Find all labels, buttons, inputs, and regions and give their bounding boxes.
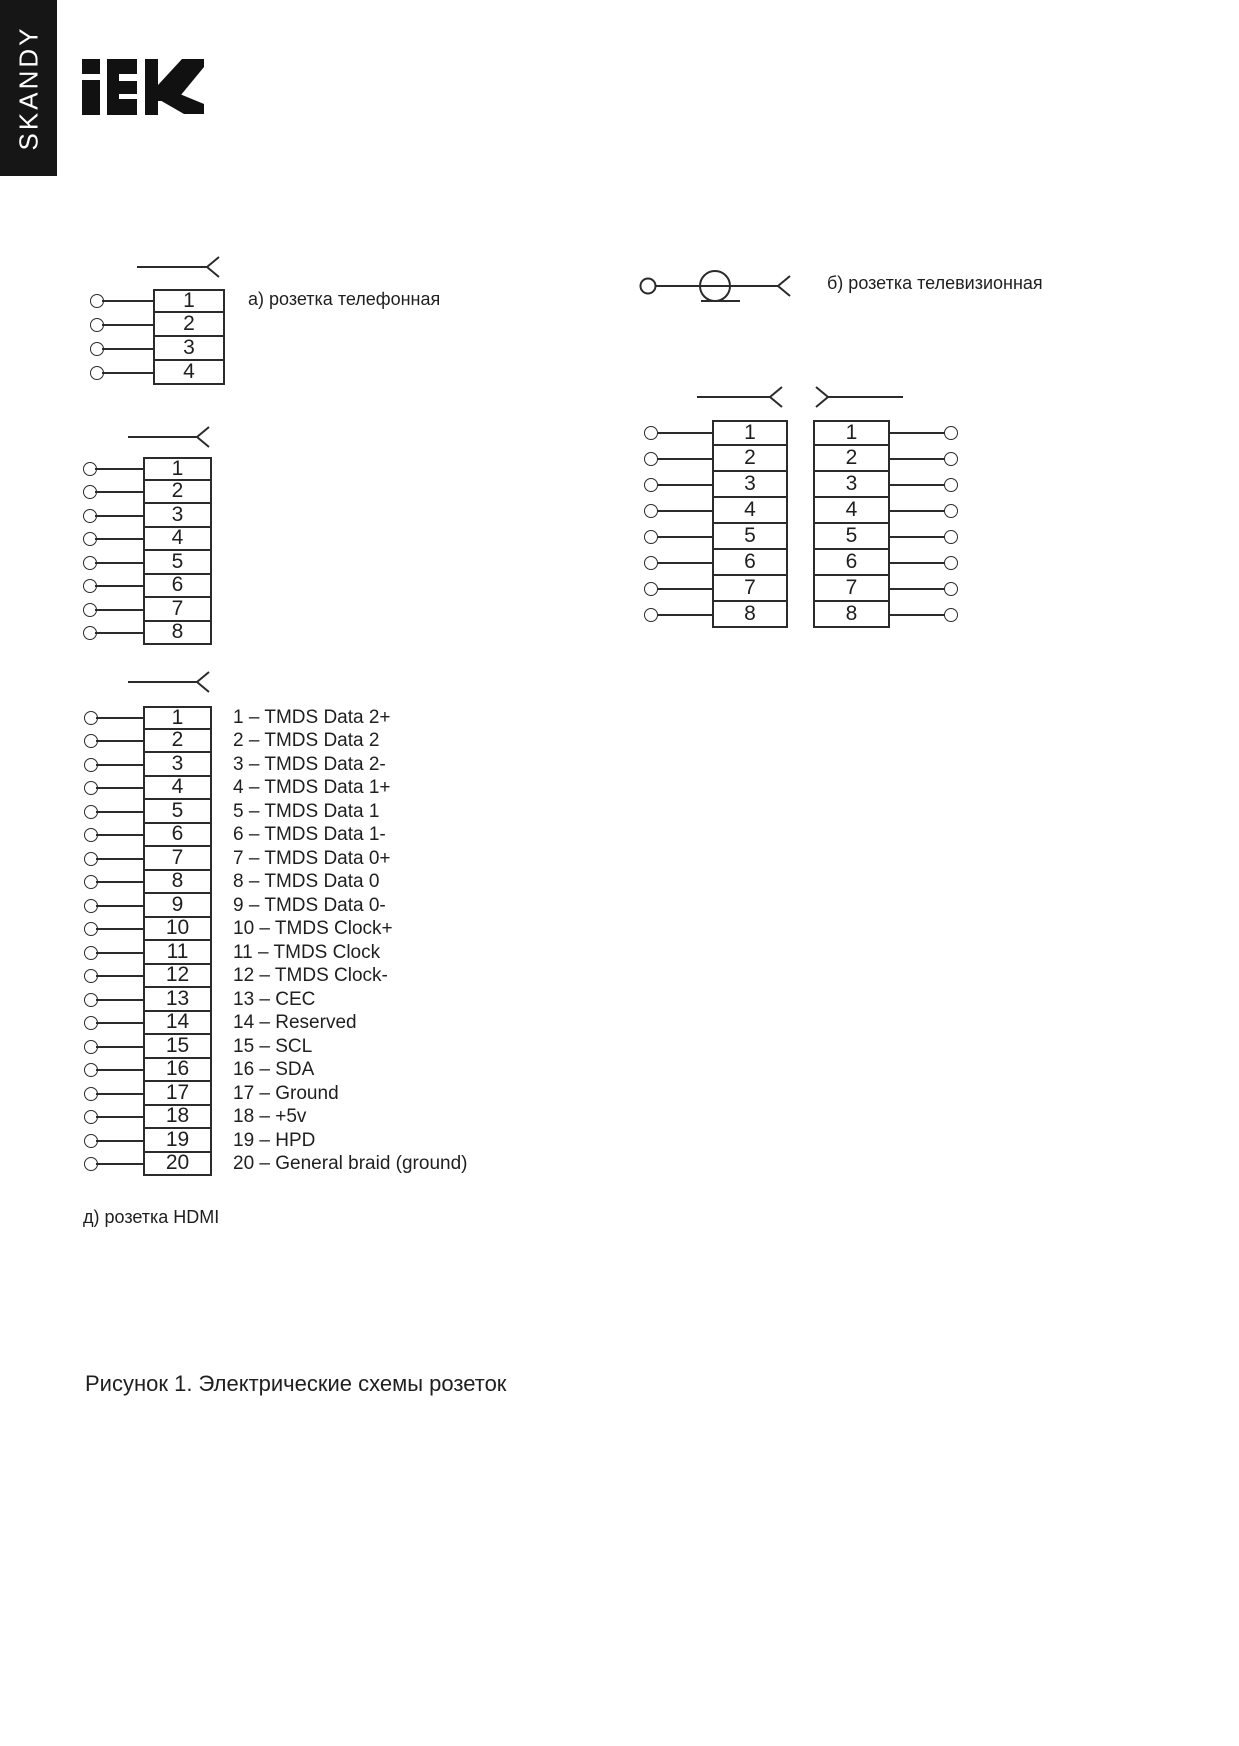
pin-description: 17 – Ground <box>233 1082 339 1104</box>
pin-number: 7 <box>143 847 212 871</box>
logo-i-dot <box>82 59 100 74</box>
pin-row <box>83 551 233 575</box>
pin-description: 13 – CEC <box>233 988 316 1010</box>
pin-row <box>84 1153 514 1177</box>
pin-number: 5 <box>143 551 212 575</box>
pin-number: 13 <box>143 988 212 1012</box>
pin-number: 5 <box>143 800 212 824</box>
pin-description: 9 – TMDS Data 0- <box>233 894 386 916</box>
pin-row <box>813 602 959 628</box>
pin-number: 2 <box>813 446 890 472</box>
contact-wire <box>890 458 945 460</box>
pin-number: 8 <box>712 602 788 628</box>
pin-row <box>83 457 233 481</box>
pin-description: 11 – TMDS Clock <box>233 941 381 963</box>
contact-circle <box>944 582 958 596</box>
contact-wire <box>96 811 144 813</box>
pin-row <box>813 550 959 576</box>
pin-row <box>644 524 788 550</box>
pin-row <box>84 1129 514 1153</box>
pin-number: 5 <box>712 524 788 550</box>
contact-wire <box>657 432 713 434</box>
pin-number: 14 <box>143 1012 212 1036</box>
contact-circle <box>644 530 658 544</box>
pin-number: 4 <box>153 361 225 385</box>
logo-i-stem <box>82 80 100 115</box>
pin-number: 3 <box>153 337 225 361</box>
pin-number: 12 <box>143 965 212 989</box>
contact-wire <box>96 1116 144 1118</box>
pin-number: 18 <box>143 1106 212 1130</box>
pin-number: 6 <box>143 575 212 599</box>
pin-description: 16 – SDA <box>233 1059 315 1081</box>
contact-wire <box>96 858 144 860</box>
contact-wire <box>890 614 945 616</box>
pin-row <box>84 730 514 754</box>
pin-row <box>813 472 959 498</box>
pin-row <box>813 524 959 550</box>
pin-description: 10 – TMDS Clock+ <box>233 918 393 940</box>
contact-wire <box>890 510 945 512</box>
pin-row <box>813 576 959 602</box>
pin-description: 18 – +5v <box>233 1106 307 1128</box>
contact-circle <box>944 452 958 466</box>
pin-number: 11 <box>143 941 212 965</box>
pin-number: 2 <box>143 481 212 505</box>
pin-description: 1 – TMDS Data 2+ <box>233 706 391 728</box>
pin-row <box>84 941 514 965</box>
contact-wire <box>102 348 154 350</box>
pin-number: 2 <box>153 313 225 337</box>
contact-wire <box>95 538 144 540</box>
pin-number: 6 <box>712 550 788 576</box>
contact-circle <box>944 608 958 622</box>
plug-arrow-icon-hdmi <box>128 672 209 692</box>
pin-description: 6 – TMDS Data 1- <box>233 824 386 846</box>
figure-caption: Рисунок 1. Электрические схемы розеток <box>85 1371 507 1396</box>
pin-row <box>813 446 959 472</box>
pin-row <box>84 800 514 824</box>
pin-number: 15 <box>143 1035 212 1059</box>
contact-wire <box>95 632 144 634</box>
contact-wire <box>95 609 144 611</box>
contact-circle <box>644 478 658 492</box>
hdmi-socket-label: д) розетка HDMI <box>83 1207 220 1227</box>
pin-number: 9 <box>143 894 212 918</box>
pin-description: 15 – SCL <box>233 1035 313 1057</box>
contact-wire <box>95 585 144 587</box>
contact-circle <box>644 504 658 518</box>
pin-row <box>84 918 514 942</box>
pin-number: 1 <box>143 457 212 481</box>
pin-row <box>84 753 514 777</box>
contact-wire <box>890 432 945 434</box>
contact-wire <box>96 1046 144 1048</box>
pin-row <box>90 337 252 361</box>
contact-wire <box>102 300 154 302</box>
pin-row <box>83 528 233 552</box>
contact-wire <box>102 372 154 374</box>
contact-circle <box>944 504 958 518</box>
contact-wire <box>96 787 144 789</box>
tv-socket-symbol <box>641 271 791 301</box>
pin-number: 3 <box>143 504 212 528</box>
contact-wire <box>96 834 144 836</box>
pin-description: 20 – General braid (ground) <box>233 1153 468 1175</box>
pin-row <box>90 289 252 313</box>
contact-circle <box>944 478 958 492</box>
pin-description: 3 – TMDS Data 2- <box>233 753 386 775</box>
pin-number: 6 <box>143 824 212 848</box>
pin-row <box>84 894 514 918</box>
contact-circle <box>644 582 658 596</box>
hdmi-socket-diagram <box>84 706 514 1176</box>
contact-wire <box>657 562 713 564</box>
computer-socket-double-right-diagram <box>813 420 959 628</box>
contact-wire <box>96 905 144 907</box>
plug-arrow-icon-telephone <box>137 257 219 277</box>
pin-description: 2 – TMDS Data 2 <box>233 730 380 752</box>
contact-wire <box>657 588 713 590</box>
pin-number: 1 <box>153 289 225 313</box>
contact-wire <box>96 764 144 766</box>
pin-row <box>84 1059 514 1083</box>
brand-sidebar <box>0 0 57 176</box>
contact-wire <box>96 1093 144 1095</box>
contact-wire <box>95 562 144 564</box>
contact-wire <box>96 1140 144 1142</box>
pin-row <box>90 361 252 385</box>
contact-wire <box>95 515 144 517</box>
contact-wire <box>96 717 144 719</box>
pin-number: 8 <box>143 871 212 895</box>
contact-circle <box>644 556 658 570</box>
pin-row <box>84 1082 514 1106</box>
iek-logo <box>82 58 206 115</box>
pin-row <box>813 498 959 524</box>
pin-number: 20 <box>143 1153 212 1177</box>
pin-number: 16 <box>143 1059 212 1083</box>
pin-number: 3 <box>143 753 212 777</box>
pin-description: 4 – TMDS Data 1+ <box>233 777 391 799</box>
telephone-socket-label: а) розетка телефонная <box>248 289 441 309</box>
pin-number: 1 <box>813 420 890 446</box>
contact-wire <box>96 881 144 883</box>
pin-row <box>84 777 514 801</box>
computer-socket-single-diagram <box>83 457 233 645</box>
pin-row <box>83 575 233 599</box>
pin-row <box>84 871 514 895</box>
contact-wire <box>890 484 945 486</box>
computer-socket-double-left-diagram <box>644 420 788 628</box>
pin-row <box>644 576 788 602</box>
pin-number: 7 <box>813 576 890 602</box>
pin-row <box>84 824 514 848</box>
pin-row <box>644 498 788 524</box>
pin-number: 4 <box>813 498 890 524</box>
pin-description: 14 – Reserved <box>233 1012 357 1034</box>
contact-wire <box>657 614 713 616</box>
pin-row <box>644 446 788 472</box>
contact-circle <box>644 608 658 622</box>
pin-row <box>84 1012 514 1036</box>
contact-wire <box>96 1069 144 1071</box>
pin-row <box>644 420 788 446</box>
brand-sidebar-text: SKANDY <box>13 25 43 151</box>
pin-number: 8 <box>813 602 890 628</box>
contact-wire <box>96 740 144 742</box>
contact-wire <box>102 324 154 326</box>
tv-socket-label: б) розетка телевизионная <box>827 273 1043 293</box>
pin-number: 4 <box>143 528 212 552</box>
contact-wire <box>657 536 713 538</box>
contact-wire <box>96 1022 144 1024</box>
contact-wire <box>96 928 144 930</box>
pin-row <box>84 988 514 1012</box>
logo-e-top <box>107 59 137 74</box>
contact-wire <box>657 458 713 460</box>
logo-e-mid <box>119 81 137 94</box>
pin-description: 7 – TMDS Data 0+ <box>233 847 391 869</box>
pin-number: 4 <box>712 498 788 524</box>
pin-number: 4 <box>143 777 212 801</box>
contact-wire <box>657 510 713 512</box>
pin-number: 8 <box>143 622 212 646</box>
contact-wire <box>96 1163 144 1165</box>
pin-row <box>90 313 252 337</box>
contact-wire <box>96 952 144 954</box>
pin-row <box>644 550 788 576</box>
pin-number: 5 <box>813 524 890 550</box>
pin-description: 5 – TMDS Data 1 <box>233 800 380 822</box>
pin-number: 3 <box>712 472 788 498</box>
pin-row <box>83 504 233 528</box>
pin-number: 3 <box>813 472 890 498</box>
telephone-socket-diagram <box>90 289 252 385</box>
pin-number: 1 <box>712 420 788 446</box>
contact-circle <box>944 530 958 544</box>
pin-number: 6 <box>813 550 890 576</box>
pin-number: 2 <box>143 730 212 754</box>
plug-arrow-icon-double-right <box>816 387 903 407</box>
pin-number: 17 <box>143 1082 212 1106</box>
contact-wire <box>890 562 945 564</box>
pin-row <box>84 847 514 871</box>
pin-row <box>84 1106 514 1130</box>
pin-row <box>644 472 788 498</box>
pin-number: 7 <box>712 576 788 602</box>
pin-number: 10 <box>143 918 212 942</box>
contact-wire <box>657 484 713 486</box>
plug-arrow-icon-computer-single <box>128 427 209 447</box>
pin-description: 12 – TMDS Clock- <box>233 965 388 987</box>
pin-description: 8 – TMDS Data 0 <box>233 871 380 893</box>
contact-wire <box>96 999 144 1001</box>
logo-e-bottom <box>107 99 137 115</box>
contact-circle <box>944 556 958 570</box>
contact-wire <box>96 975 144 977</box>
pin-row <box>83 481 233 505</box>
pin-row <box>84 706 514 730</box>
contact-circle <box>944 426 958 440</box>
contact-wire <box>890 588 945 590</box>
contact-circle <box>644 452 658 466</box>
pin-row <box>644 602 788 628</box>
pin-row <box>84 965 514 989</box>
contact-circle <box>644 426 658 440</box>
pin-number: 1 <box>143 706 212 730</box>
contact-wire <box>95 468 144 470</box>
pin-row <box>84 1035 514 1059</box>
pin-row <box>83 598 233 622</box>
pin-row <box>83 622 233 646</box>
contact-wire <box>95 491 144 493</box>
pin-row <box>813 420 959 446</box>
contact-wire <box>890 536 945 538</box>
logo-k-bar <box>145 59 158 115</box>
pin-number: 19 <box>143 1129 212 1153</box>
pin-number: 2 <box>712 446 788 472</box>
pin-description: 19 – HPD <box>233 1129 316 1151</box>
plug-arrow-icon-double-left <box>697 387 782 407</box>
pin-number: 7 <box>143 598 212 622</box>
